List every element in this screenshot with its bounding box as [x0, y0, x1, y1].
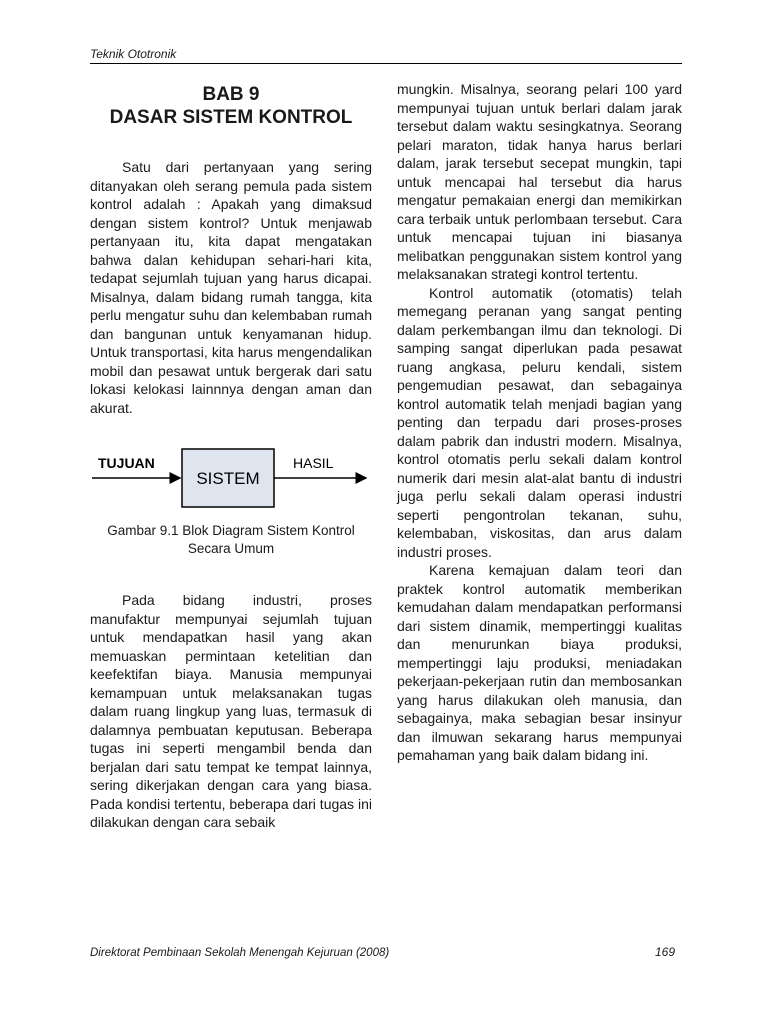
running-header: Teknik Ototronik: [90, 47, 177, 61]
paragraph-automatic-control: Kontrol automatik (otomatis) telah memegang peranan yang sangat penting dalam perkembangan ilmu dan teknologi. Di samping sangat diperlukan pada pesawat ruang angkasa, peluru kendali, sistem pengemudian pesawat, dan sebagainya kontrol automatik telah menjadi bagian yang penting dan terpadu dari proses-proses dalam pabrik dan industri modern. Misalnya, kontrol otomatis perlu sekali dalam kontrol numerik dari mesin alat-alat bantu di industri juga perlu sekali dalam operasi industri seperti pengontrolan tekanan, suhu, kelembaban, viskositas, dan arus dalam industri proses.: [397, 284, 682, 560]
block-diagram-svg: [90, 437, 372, 517]
left-column: [90, 80, 372, 832]
right-column: [397, 80, 682, 765]
footer-publisher: Direktorat Pembinaan Sekolah Menengah Kejuruan (2008): [90, 947, 390, 959]
output-label: HASIL: [293, 455, 334, 471]
system-block-label: SISTEM: [196, 469, 260, 488]
block-diagram: [90, 437, 372, 517]
chapter-title: DASAR SISTEM KONTROL: [109, 107, 353, 128]
figure-caption: Gambar 9.1 Blok Diagram Sistem Kontrol Secara Umum: [107, 523, 355, 556]
paragraph-advances: Karena kemajuan dalam teori dan praktek kontrol automatik memberikan kemudahan dalam mendapatkan performansi dari sistem dinamik, mempertinggi kualitas dan menurunkan biaya produksi, mempertinggi laju produksi, meniadakan pekerjaan-pekerjaan rutin dan membosankan yang harus dilakukan oleh manusia, dan sebagainya, maka sebagian besar insinyur dan ilmuwan sekarang harus mempunyai pemahaman yang baik dalam bidang ini.: [397, 562, 682, 763]
input-label: TUJUAN: [98, 455, 155, 471]
paragraph-industry: Pada bidang industri, proses manufaktur mempunyai sejumlah tujuan untuk mendapatkan hasil yang akan memuaskan permintaan ketelitian dan keefektifan biaya. Manusia mempunyai kemampuan untuk melaksanakan tugas dalam ruang lingkup yang luas, termasuk di dalamnya pembuatan keputusan. Beberapa tugas ini seperti mengambil benda dan berjalan dari satu tempat ke tempat lainnya, sering dikerjakan dengan cara yang biasa. Pada kondisi tertentu, beberapa dari tugas ini dilakukan dengan cara sebaik: [90, 592, 372, 830]
paragraph-continuation: mungkin. Misalnya, seorang pelari 100 yard mempunyai tujuan untuk berlari dalam jarak tersebut dalam waktu sesingkatnya. Seorang pelari maraton, tidak hanya harus berlari dalam, jarak tersebut secepat mungkin, tapi untuk mencapai hal tersebut dia harus mengatur pemakaian energi dan memikirkan cara terbaik untuk perlombaan tersebut. Cara untuk mencapai tujuan ini biasanya melibatkan penggunakan sistem kontrol yang melaksanakan strategi kontrol tertentu.: [397, 81, 682, 282]
chapter-number: BAB 9: [202, 84, 260, 105]
page-number: 169: [655, 945, 676, 959]
paragraph-intro: Satu dari pertanyaan yang sering ditanyakan oleh serang pemula pada sistem kontrol adalah : Apakah yang dimaksud dengan sistem kontrol? Untuk menjawab pertanyaan itu, kita dapat mengatakan bahwa dalan kehidupan sehari-hari kita, tedapat sejumlah tujuan yang harus dicapai. Misalnya, dalam bidang rumah tangga, kita perlu mengatur suhu dan kelembaban rumah dan bangunan untuk kenyamanan hidup. Untuk transportasi, kita harus mengendalikan mobil dan pesawat untuk bergerak dari satu lokasi kelokasi lainnnya dengan aman dan akurat.: [90, 159, 372, 416]
header-rule: [90, 63, 682, 64]
